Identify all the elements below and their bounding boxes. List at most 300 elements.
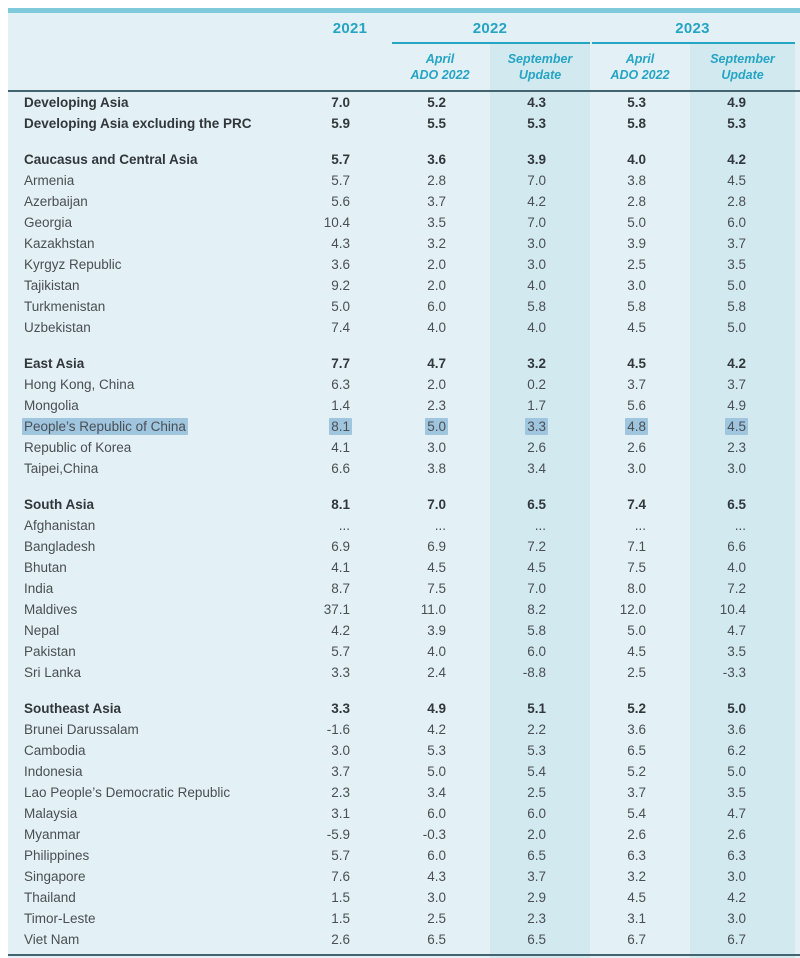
value-cell [690, 191, 795, 212]
table-row [8, 599, 800, 620]
subheader-line: Update [721, 68, 764, 82]
value-cell [390, 233, 490, 254]
value-2022-april: 4.2 [427, 722, 446, 737]
value-2022-september: 0.2 [527, 377, 546, 392]
value-2022-september: 3.3 [527, 419, 546, 434]
value-cell [590, 395, 690, 416]
row-label-text: Kazakhstan [24, 236, 95, 251]
value-2022-september: 2.3 [527, 911, 546, 926]
value-2023-april: 5.6 [627, 398, 646, 413]
value-2022-september: 7.0 [527, 581, 546, 596]
value-2023-september: 4.7 [727, 806, 746, 821]
value-cell [590, 212, 690, 233]
value-cell [390, 317, 490, 338]
value-2022-september: 4.5 [527, 560, 546, 575]
row-label-text: Brunei Darussalam [24, 722, 139, 737]
value-cell [590, 620, 690, 641]
value-cell [690, 437, 795, 458]
row-label-text: Hong Kong, China [24, 377, 135, 392]
row-label-text: Lao People’s Democratic Republic [24, 785, 231, 800]
value-2021: 3.7 [331, 764, 350, 779]
value-cell [310, 296, 390, 317]
value-2023-september: 5.0 [727, 701, 746, 716]
row-label-text: People’s Republic of China [24, 419, 186, 434]
value-cell [390, 536, 490, 557]
value-cell [690, 296, 795, 317]
row-label [8, 494, 310, 515]
value-cell [310, 662, 390, 683]
value-2022-april: 6.5 [427, 932, 446, 947]
value-2022-september: 6.5 [527, 497, 546, 512]
value-cell [690, 599, 795, 620]
value-cell [390, 113, 490, 134]
value-cell [390, 296, 490, 317]
value-cell [390, 866, 490, 887]
value-cell [490, 719, 590, 740]
value-cell [590, 908, 690, 929]
value-2022-september: 6.5 [527, 848, 546, 863]
row-label-text: East Asia [24, 356, 85, 371]
row-label-text: Taipei,China [24, 461, 99, 476]
value-cell [590, 437, 690, 458]
value-cell [690, 761, 795, 782]
value-cell [310, 908, 390, 929]
value-cell [490, 803, 590, 824]
value-2022-april: 7.0 [427, 497, 446, 512]
value-cell [310, 353, 390, 374]
row-label [8, 317, 310, 338]
value-cell [490, 662, 590, 683]
value-2023-april: 4.5 [627, 890, 646, 905]
value-2022-april: 3.4 [427, 785, 446, 800]
table-row [8, 866, 800, 887]
value-cell [590, 578, 690, 599]
value-2022-april: 4.0 [427, 644, 446, 659]
value-2022-september: 7.0 [527, 215, 546, 230]
value-cell [390, 212, 490, 233]
value-2021: 5.7 [331, 173, 350, 188]
value-2023-april: 3.0 [627, 278, 646, 293]
value-2022-september: 4.3 [527, 95, 546, 110]
table-row [8, 929, 800, 950]
value-cell [310, 515, 390, 536]
table-panel [8, 13, 800, 958]
value-cell [390, 803, 490, 824]
value-cell [490, 374, 590, 395]
value-2023-april: 3.8 [627, 173, 646, 188]
value-cell [590, 233, 690, 254]
value-2021: 5.0 [331, 299, 350, 314]
value-cell [490, 458, 590, 479]
value-2022-april: 2.0 [427, 278, 446, 293]
value-cell [390, 353, 490, 374]
row-label [8, 275, 310, 296]
table-row [8, 254, 800, 275]
value-2021: 1.5 [331, 890, 350, 905]
value-cell [490, 149, 590, 170]
value-2022-september: ... [534, 518, 546, 533]
value-cell [490, 536, 590, 557]
value-2023-april: 5.0 [627, 623, 646, 638]
value-2022-april: 4.5 [427, 560, 446, 575]
value-cell [490, 296, 590, 317]
value-2023-september: 5.8 [727, 299, 746, 314]
value-2023-april: 7.4 [627, 497, 646, 512]
value-2022-september: 3.2 [527, 356, 546, 371]
value-2021: 9.2 [331, 278, 350, 293]
value-cell [590, 845, 690, 866]
value-cell [690, 887, 795, 908]
value-cell [490, 437, 590, 458]
table-row [8, 317, 800, 338]
table-row [8, 275, 800, 296]
value-cell [590, 296, 690, 317]
value-2023-april: 3.0 [627, 461, 646, 476]
value-2021: 3.6 [331, 257, 350, 272]
row-label [8, 149, 310, 170]
value-2021: 3.0 [331, 743, 350, 758]
value-2022-september: 5.8 [527, 623, 546, 638]
row-label [8, 803, 310, 824]
value-2023-april: 4.5 [627, 356, 646, 371]
subheader-april-ado-2023 [590, 51, 690, 83]
value-cell [590, 824, 690, 845]
row-label-text: Viet Nam [24, 932, 80, 947]
row-label [8, 437, 310, 458]
row-label [8, 824, 310, 845]
value-cell [310, 275, 390, 296]
value-cell [310, 824, 390, 845]
value-2022-april: 11.0 [420, 602, 446, 617]
value-2023-april: 5.2 [627, 764, 646, 779]
value-cell [690, 416, 795, 437]
value-cell [390, 437, 490, 458]
row-label-text: South Asia [24, 497, 95, 512]
subheader-line: September [507, 52, 573, 66]
row-label-text: Afghanistan [24, 518, 96, 533]
value-2022-april: 2.8 [427, 173, 446, 188]
value-cell [690, 641, 795, 662]
value-2023-september: -3.3 [722, 665, 746, 680]
value-2021: 7.7 [331, 356, 350, 371]
value-cell [310, 437, 390, 458]
table-row [8, 353, 800, 374]
value-cell [690, 719, 795, 740]
value-2022-september: 4.2 [527, 194, 546, 209]
table-row [8, 149, 800, 170]
value-2023-september: 6.3 [727, 848, 746, 863]
value-2022-april: 3.6 [427, 152, 446, 167]
value-2021: 3.3 [331, 701, 350, 716]
value-2021: 3.1 [331, 806, 350, 821]
value-2022-april: 5.5 [427, 116, 446, 131]
value-2022-september: 8.2 [527, 602, 546, 617]
value-2021: 6.9 [331, 539, 350, 554]
value-cell [590, 317, 690, 338]
row-label [8, 908, 310, 929]
row-label-text: Turkmenistan [24, 299, 106, 314]
value-2022-september: 5.3 [527, 743, 546, 758]
subheader-line: Update [518, 68, 562, 82]
value-2023-april: 3.9 [627, 236, 646, 251]
value-2023-september: 6.7 [727, 932, 746, 947]
value-2021: 1.5 [331, 911, 350, 926]
table-row [8, 233, 800, 254]
value-2022-september: 5.3 [527, 116, 546, 131]
table-row [8, 416, 800, 437]
value-cell [310, 317, 390, 338]
value-cell [490, 599, 590, 620]
table-row [8, 212, 800, 233]
value-2022-april: 6.0 [427, 806, 446, 821]
value-2022-april: 3.7 [427, 194, 446, 209]
value-cell [310, 866, 390, 887]
value-2022-september: 1.7 [527, 398, 546, 413]
value-cell [590, 458, 690, 479]
value-cell [310, 887, 390, 908]
value-cell [590, 557, 690, 578]
value-2023-september: 5.0 [727, 320, 746, 335]
value-cell [390, 599, 490, 620]
table-body [8, 92, 800, 950]
value-cell [590, 719, 690, 740]
value-cell [490, 887, 590, 908]
row-label [8, 599, 310, 620]
value-cell [490, 908, 590, 929]
value-cell [390, 458, 490, 479]
row-label [8, 113, 310, 134]
value-cell [390, 908, 490, 929]
value-2021: 37.1 [323, 602, 350, 617]
value-2023-september: 4.0 [727, 560, 746, 575]
value-2021: 5.7 [331, 152, 350, 167]
value-2022-april: 2.5 [427, 911, 446, 926]
value-cell [390, 620, 490, 641]
row-label-text: Bangladesh [24, 539, 96, 554]
value-cell [590, 599, 690, 620]
value-2023-april: 4.8 [627, 419, 646, 434]
table-row [8, 374, 800, 395]
value-2023-september: 5.0 [727, 764, 746, 779]
value-cell [690, 698, 795, 719]
value-cell [590, 353, 690, 374]
value-2023-april: 6.5 [627, 743, 646, 758]
value-2023-september: 6.0 [727, 215, 746, 230]
row-label [8, 557, 310, 578]
row-label [8, 620, 310, 641]
value-cell [590, 641, 690, 662]
value-2023-april: 4.5 [627, 644, 646, 659]
table-row [8, 437, 800, 458]
value-2023-september: 3.7 [727, 236, 746, 251]
value-cell [590, 494, 690, 515]
row-label-text: Indonesia [24, 764, 83, 779]
value-cell [690, 929, 795, 950]
value-cell [690, 782, 795, 803]
value-2023-april: 12.0 [619, 602, 646, 617]
value-cell [390, 887, 490, 908]
row-label-text: Armenia [24, 173, 75, 188]
value-cell [310, 212, 390, 233]
row-label [8, 929, 310, 950]
table-row [8, 296, 800, 317]
value-2023-april: 5.2 [627, 701, 646, 716]
table-row [8, 515, 800, 536]
value-cell [490, 824, 590, 845]
value-cell [390, 719, 490, 740]
value-cell [490, 620, 590, 641]
value-2021: 2.3 [331, 785, 350, 800]
row-label-text: Caucasus and Central Asia [24, 152, 198, 167]
value-cell [490, 557, 590, 578]
value-cell [310, 641, 390, 662]
table-row [8, 536, 800, 557]
value-cell [490, 353, 590, 374]
value-cell [310, 458, 390, 479]
value-cell [690, 620, 795, 641]
value-cell [690, 578, 795, 599]
table-row [8, 719, 800, 740]
value-cell [690, 740, 795, 761]
value-cell [590, 803, 690, 824]
row-label [8, 761, 310, 782]
value-2023-september: 4.2 [727, 890, 746, 905]
row-label-text: Timor-Leste [24, 911, 96, 926]
value-cell [490, 92, 590, 113]
row-label-text: Thailand [24, 890, 76, 905]
value-cell [590, 536, 690, 557]
value-2022-september: 7.2 [527, 539, 546, 554]
table-row [8, 494, 800, 515]
value-2023-april: 5.8 [627, 299, 646, 314]
value-2022-april: 5.0 [427, 764, 446, 779]
value-cell [310, 170, 390, 191]
value-2023-april: 7.1 [627, 539, 646, 554]
value-cell [590, 416, 690, 437]
table-row [8, 578, 800, 599]
value-2023-april: 5.3 [627, 95, 646, 110]
value-2022-september: 2.9 [527, 890, 546, 905]
value-cell [490, 212, 590, 233]
row-label [8, 416, 310, 437]
value-cell [490, 113, 590, 134]
value-2023-september: 6.2 [727, 743, 746, 758]
value-cell [590, 887, 690, 908]
value-2023-april: 3.1 [627, 911, 646, 926]
row-label-text: Malaysia [24, 806, 78, 821]
value-cell [490, 845, 590, 866]
value-cell [690, 317, 795, 338]
value-cell [390, 515, 490, 536]
value-2021: 4.3 [331, 236, 350, 251]
value-cell [310, 845, 390, 866]
value-cell [690, 233, 795, 254]
row-label-text: Southeast Asia [24, 701, 122, 716]
value-2023-september: 3.0 [727, 869, 746, 884]
value-2022-september: 4.0 [527, 320, 546, 335]
value-cell [490, 416, 590, 437]
value-cell [390, 698, 490, 719]
value-2022-april: 2.3 [427, 398, 446, 413]
value-2023-april: 5.8 [627, 116, 646, 131]
value-2021: 5.7 [331, 644, 350, 659]
value-cell [690, 557, 795, 578]
value-2023-april: 6.3 [627, 848, 646, 863]
value-cell [390, 578, 490, 599]
value-cell [490, 698, 590, 719]
table-row [8, 803, 800, 824]
subheader-september-update-2022 [490, 51, 590, 83]
value-cell [390, 191, 490, 212]
value-cell [690, 113, 795, 134]
value-cell [310, 233, 390, 254]
value-cell [590, 515, 690, 536]
row-label [8, 296, 310, 317]
value-cell [590, 254, 690, 275]
value-cell [590, 929, 690, 950]
row-label [8, 887, 310, 908]
table-row [8, 395, 800, 416]
value-2022-september: 3.0 [527, 257, 546, 272]
value-2022-april: 3.9 [427, 623, 446, 638]
value-cell [690, 212, 795, 233]
table-row [8, 191, 800, 212]
row-label-text: Mongolia [24, 398, 79, 413]
row-label [8, 662, 310, 683]
row-label [8, 719, 310, 740]
value-cell [590, 170, 690, 191]
row-label [8, 740, 310, 761]
value-2023-september: 2.3 [727, 440, 746, 455]
value-cell [690, 536, 795, 557]
subheader-line: April [425, 52, 455, 66]
value-cell [690, 866, 795, 887]
value-cell [590, 698, 690, 719]
value-2021: 7.4 [331, 320, 350, 335]
value-2022-april: ... [434, 518, 446, 533]
year-header-2023: 2023 [675, 20, 710, 37]
row-label-text: Singapore [24, 869, 86, 884]
value-2023-april: 2.5 [627, 257, 646, 272]
value-cell [310, 395, 390, 416]
value-cell [390, 92, 490, 113]
value-2023-september: 4.9 [727, 398, 746, 413]
value-2023-april: 2.5 [627, 665, 646, 680]
value-cell [310, 113, 390, 134]
value-cell [590, 740, 690, 761]
value-cell [310, 578, 390, 599]
value-cell [490, 740, 590, 761]
row-label-text: Sri Lanka [24, 665, 82, 680]
value-cell [390, 662, 490, 683]
row-label [8, 92, 310, 113]
table-row [8, 761, 800, 782]
subheader-line: ADO 2022 [410, 68, 470, 82]
value-2023-september: 6.5 [727, 497, 746, 512]
value-cell [390, 845, 490, 866]
value-2023-april: 6.7 [627, 932, 646, 947]
row-label-text: India [24, 581, 54, 596]
row-label [8, 191, 310, 212]
row-label [8, 395, 310, 416]
value-2022-april: 6.0 [427, 848, 446, 863]
value-2022-september: 6.0 [527, 806, 546, 821]
value-2023-september: 6.6 [727, 539, 746, 554]
value-2023-september: 4.7 [727, 623, 746, 638]
value-2022-september: 5.1 [527, 701, 546, 716]
table-bottom-rule [8, 954, 800, 956]
value-2021: 4.1 [331, 560, 350, 575]
